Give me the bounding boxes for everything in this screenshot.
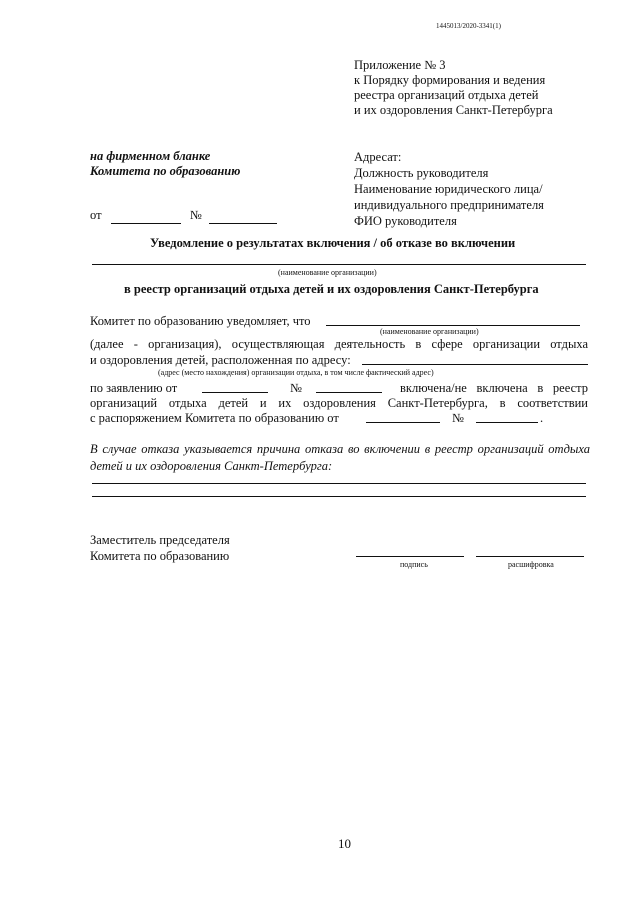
signature-hint: подпись [400, 560, 428, 569]
body-text: Комитет по образованию уведомляет, что [90, 314, 311, 328]
addressee-line: Наименование юридического лица/ [354, 182, 543, 196]
address-blank [362, 364, 588, 365]
addressee-line: Должность руководителя [354, 166, 489, 180]
date-number-line [90, 208, 277, 224]
body-line-4 [90, 381, 177, 396]
body-line-6 [90, 411, 339, 426]
refusal-reason-note: В случае отказа указывается причина отказа во включении в реестр организаций отдыха детей и их оздоровления Санкт-Петербурга: [90, 442, 590, 473]
number-label: № [189, 208, 202, 222]
body-text: по заявлению от [90, 381, 178, 395]
addressee-line: Адресат: [354, 150, 402, 164]
signer-line: Заместитель председателя [90, 533, 230, 547]
appendix-line: к Порядку формирования и ведения [354, 73, 546, 87]
org-name-hint: (наименование организации) [278, 268, 377, 277]
org-name-blank [326, 325, 580, 326]
application-date-blank [202, 392, 268, 393]
signature-line [356, 556, 464, 557]
decoding-hint: расшифровка [508, 560, 554, 569]
decoding-line [476, 556, 584, 557]
body-text: с распоряжением Комитета по образованию от [90, 411, 339, 425]
letterhead-line: на фирменном бланке [90, 149, 211, 163]
order-period: . [540, 411, 544, 425]
body-number-sign: № [290, 381, 302, 395]
signer-line: Комитета по образованию [90, 549, 230, 563]
body-line-5: организаций отдыха детей и их оздоровления Санкт-Петербурга, в соответствии [90, 396, 588, 410]
date-label: от [90, 208, 102, 222]
reason-line-1 [92, 483, 586, 484]
body-line-2: (далее - организация), осуществляющая деятельность в сфере организации отдыха [90, 337, 588, 351]
body-line-1 [90, 314, 311, 329]
reason-line-2 [92, 496, 586, 497]
org-name-hint-2: (наименование организации) [380, 327, 479, 336]
notice-title: Уведомление о результатах включения / об отказе во включении [150, 236, 516, 250]
letterhead-line: Комитета по образованию [90, 164, 241, 178]
order-date-blank [366, 422, 440, 423]
order-number-blank [476, 422, 538, 423]
addressee-line: индивидуального предпринимателя [354, 198, 544, 212]
address-hint: (адрес (место нахождения) организации отдыха, в том числе фактический адрес) [158, 368, 434, 377]
signer-block [90, 532, 230, 564]
addressee-line: ФИО руководителя [354, 214, 457, 228]
appendix-block [354, 58, 553, 118]
document-id: 1445013/2020-3341(1) [436, 22, 501, 30]
body-line-4-tail: включена/не включена в реестр [400, 381, 588, 395]
letterhead-note [90, 149, 240, 179]
page-number: 10 [338, 836, 351, 851]
order-number-sign: № [452, 411, 464, 425]
date-blank [111, 208, 181, 224]
org-name-line [92, 264, 586, 265]
application-number-blank [316, 392, 382, 393]
body-line-3: и оздоровления детей, расположенная по адресу: [90, 353, 351, 367]
addressee-block [354, 149, 544, 229]
registry-title: в реестр организаций отдыха детей и их оздоровления Санкт-Петербурга [124, 282, 539, 296]
appendix-line: Приложение № 3 [354, 58, 446, 72]
number-blank [209, 208, 277, 224]
appendix-line: и их оздоровления Санкт-Петербурга [354, 103, 553, 117]
appendix-line: реестра организаций отдыха детей [354, 88, 539, 102]
